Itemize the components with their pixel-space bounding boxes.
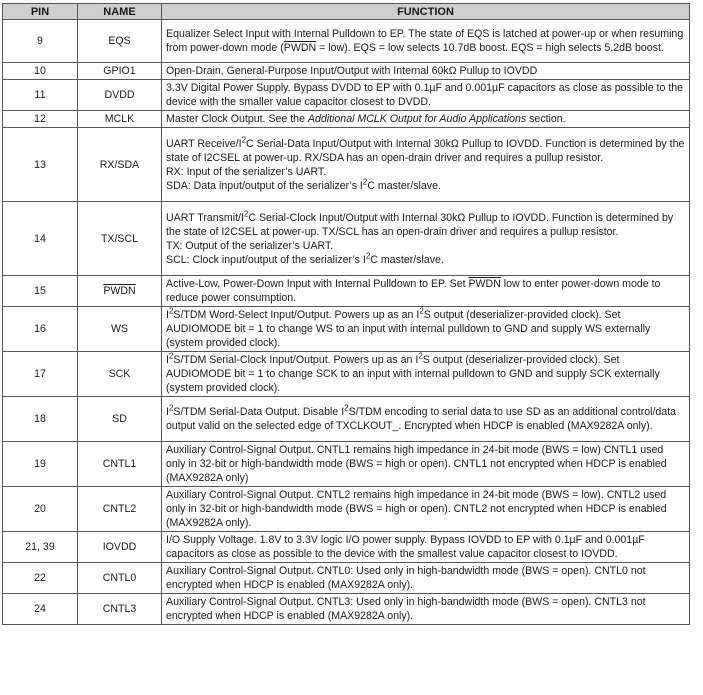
function-text: Auxiliary Control-Signal Output. CNTL3: Used only in high-bandwidth mode (BWS = open). CNTL3 not encrypted when HDCP is enabled (MAX9282A only).: [166, 596, 646, 622]
function-text: UART Transmit/I: [166, 211, 244, 224]
function-text: S output (deserializer-provided clock). Set AUDIOMODE bit = 1 to change SCK to an input with internal pulldown to GND and supply SCK externally (system provided clock).: [166, 354, 660, 394]
pin-number: 22: [3, 563, 78, 594]
pin-function: [162, 397, 690, 442]
pin-function: [162, 307, 690, 352]
pin-name: IOVDD: [78, 532, 162, 563]
pin-number: 12: [3, 111, 78, 128]
function-text: Master Clock Output. See the: [166, 113, 308, 125]
pin-number: 18: [3, 397, 78, 442]
pin-name: EQS: [78, 20, 162, 63]
function-text: section.: [526, 113, 566, 125]
pin-name: PWDN: [78, 276, 162, 307]
pin-number: 19: [3, 442, 78, 487]
pin-name: MCLK: [78, 111, 162, 128]
pin-function: [162, 20, 690, 63]
superscript: 2: [168, 403, 174, 413]
table-row: [3, 111, 690, 128]
table-row: [3, 128, 690, 202]
pin-function: [162, 594, 690, 625]
pin-number: 17: [3, 352, 78, 397]
table-row: [3, 20, 690, 63]
function-text: UART Receive/I: [166, 137, 242, 150]
pin-name: CNTL2: [78, 487, 162, 532]
function-text: S/TDM Serial-Data Output. Disable I: [173, 406, 345, 418]
superscript: 2: [241, 134, 247, 144]
pin-name: DVDD: [78, 80, 162, 111]
function-text: S output (deserializer-provided clock). Set AUDIOMODE bit = 1 to change WS to an input with internal pulldown to GND and supply WS externally (system provided clock).: [166, 309, 651, 349]
table-row: [3, 532, 690, 563]
header-name: NAME: [78, 4, 162, 20]
function-text: Open-Drain, General-Purpose Input/Output with Internal 60kΩ Pullup to IOVDD: [166, 65, 538, 77]
table-row: [3, 63, 690, 80]
function-text: Auxiliary Control-Signal Output. CNTL2 remains high impedance in 24-bit mode (BWS = low). CNTL2 used only in 32-bit or high-bandwidth mode (BWS = high or open). CNTL2 not encrypted when HDCP is enabled (MAX9282A only).: [166, 489, 667, 529]
function-text: I: [166, 406, 169, 418]
header-pin: PIN: [3, 4, 78, 20]
superscript: 2: [168, 306, 174, 316]
function-text: S/TDM Serial-Clock Input/Output. Powers up as an I: [173, 354, 419, 366]
pin-number: 13: [3, 128, 78, 202]
pin-function: [162, 202, 690, 276]
pin-number: 16: [3, 307, 78, 352]
superscript: 2: [344, 403, 349, 413]
pin-number: 11: [3, 80, 78, 111]
table-row: [3, 202, 690, 276]
function-text: 3.3V Digital Power Supply. Bypass DVDD to EP with 0.1µF and 0.001µF capacitors as close as possible to the device with the smaller value capacitor closest to DVDD.: [166, 82, 684, 108]
function-text: Auxiliary Control-Signal Output. CNTL1 remains high impedance in 24-bit mode (BWS = low) CNTL1 used only in 32-bit or high-bandwidth mode (BWS = high or open). CNTL1 not encrypted when HDCP is enabled (MAX9282A only): [166, 444, 667, 484]
function-text: C master/slave.: [370, 253, 444, 266]
pin-function: [162, 276, 690, 307]
pin-number: 14: [3, 202, 78, 276]
table-row: [3, 594, 690, 625]
superscript: 2: [418, 351, 423, 361]
pin-function: [162, 80, 690, 111]
pin-name: SD: [78, 397, 162, 442]
pin-number: 10: [3, 63, 78, 80]
pin-name: SCK: [78, 352, 162, 397]
function-text: C Serial-Data Input/Output with Internal 30kΩ Pullup to IOVDD. Function is determined by the state of I2CSEL at power-up. RX/SDA has an open-drain driver and requires a pullup resistor.: [166, 137, 685, 164]
superscript: 2: [243, 208, 249, 218]
pin-function: [162, 128, 690, 202]
function-text: Active-Low, Power-Down Input with Internal Pulldown to EP. Set: [166, 278, 469, 290]
table-row: [3, 352, 690, 397]
table-row: [3, 487, 690, 532]
pin-function-table: [2, 3, 690, 625]
overbar-signal: PWDN: [468, 278, 501, 290]
table-row: [3, 397, 690, 442]
table-row: [3, 307, 690, 352]
table-row: [3, 442, 690, 487]
table-row: [3, 80, 690, 111]
function-text: Auxiliary Control-Signal Output. CNTL0: Used only in high-bandwidth mode (BWS = open). CNTL0 not encrypted when HDCP is enabled (MAX9282A only).: [166, 565, 646, 591]
pin-function: [162, 563, 690, 594]
overbar-signal: PWDN: [283, 42, 317, 54]
header-function: FUNCTION: [162, 4, 690, 20]
pin-function: [162, 352, 690, 397]
pin-name: TX/SCL: [78, 202, 162, 276]
pin-number: 24: [3, 594, 78, 625]
section-reference: Additional MCLK Output for Audio Applications: [307, 113, 527, 125]
table-row: [3, 563, 690, 594]
pin-name: CNTL0: [78, 563, 162, 594]
function-text: low to enter power-down mode to reduce power consumption.: [166, 278, 661, 304]
pin-name: WS: [78, 307, 162, 352]
superscript: 2: [362, 176, 368, 186]
function-text: C master/slave.: [367, 179, 441, 192]
pin-name: CNTL1: [78, 442, 162, 487]
pin-name: RX/SDA: [78, 128, 162, 202]
function-text: S/TDM Word-Select Input/Output. Powers up as an I: [173, 309, 420, 321]
superscript: 2: [365, 250, 371, 260]
pin-function: [162, 63, 690, 80]
pin-number: 20: [3, 487, 78, 532]
function-text: S/TDM encoding to serial data to use SD as an additional control/data output valid on the selected edge of TXCLKOUT_. Encrypted when HDCP is enabled (MAX9282A only).: [166, 406, 677, 432]
function-text: I: [166, 309, 169, 321]
header-row: [3, 4, 690, 20]
function-line: [166, 250, 685, 267]
pin-name: CNTL3: [78, 594, 162, 625]
function-line: [166, 134, 685, 165]
pin-number: 9: [3, 20, 78, 63]
pin-number: 21, 39: [3, 532, 78, 563]
function-line: RX: Input of the serializer’s UART.: [166, 165, 327, 178]
pin-function: [162, 532, 690, 563]
pin-function: [162, 442, 690, 487]
superscript: 2: [419, 306, 424, 316]
function-text: C Serial-Clock Input/Output with Internal 30kΩ Pullup to IOVDD. Function is determined by the state of I2CSEL at power-up. TX/SCL has an open-drain driver and requires a pullup resistor.: [166, 211, 674, 238]
pin-function: [162, 487, 690, 532]
function-line: TX: Output of the serializer’s UART.: [166, 239, 334, 252]
superscript: 2: [168, 351, 174, 361]
pin-number: 15: [3, 276, 78, 307]
function-line: [166, 176, 685, 193]
pin-name: GPIO1: [78, 63, 162, 80]
function-line: [166, 208, 685, 239]
table-row: [3, 276, 690, 307]
function-text: I: [166, 354, 169, 366]
function-text: SDA: Data input/output of the serializer’s I: [166, 179, 363, 192]
function-text: = low). EQS = low selects 10.7dB boost. EQS = high selects 5.2dB boost.: [316, 42, 664, 54]
function-text: SCL: Clock input/output of the serializer’s I: [166, 253, 366, 266]
pin-function: [162, 111, 690, 128]
function-text: I/O Supply Voltage. 1.8V to 3.3V logic I/O power supply. Bypass IOVDD to EP with 0.1µF and 0.001µF capacitors as close as possible to the device with the smallest value capacitor closest to IOVDD.: [166, 534, 645, 560]
function-text: Equalizer Select Input with Internal Pulldown to EP. The state of EQS is latched at power-up or when resuming from power-down mode (: [166, 28, 684, 54]
